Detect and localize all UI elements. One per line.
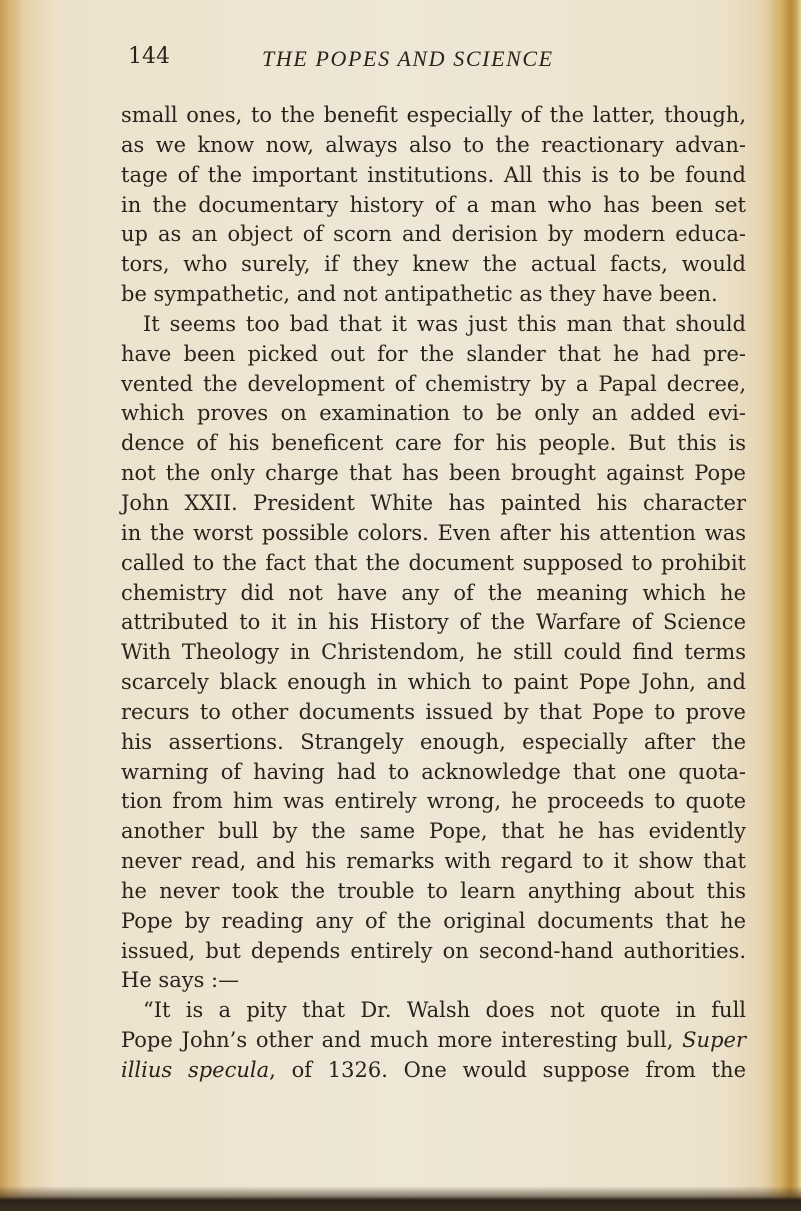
text-line: vented the development of chemistry by a Papal decree,: [121, 371, 746, 396]
text-line: in the worst possible colors. Even after his attention was: [121, 520, 746, 545]
text-line: He says :—: [121, 968, 240, 993]
text-line: up as an object of scorn and derision by modern educa-: [121, 222, 746, 247]
text-line: dence of his beneficent care for his people. But this is: [121, 431, 746, 456]
text-line: [121, 1026, 746, 1056]
text-line: warning of having had to acknowledge that one quota-: [121, 759, 746, 784]
text-line: small ones, to the benefit especially of the latter, though,: [121, 103, 746, 127]
text-line: he never took the trouble to learn anything about this: [121, 878, 746, 903]
text-line: “It is a pity that Dr. Walsh does not quote in full: [143, 998, 746, 1023]
text-line: not the only charge that has been brought against Pope: [121, 461, 746, 486]
text-line: tage of the important institutions. All this is to be found: [121, 162, 746, 187]
page-number: 144: [128, 44, 170, 69]
running-title: THE POPES AND SCIENCE: [262, 46, 554, 71]
text-run: Pope John’s other and much more interesting bull,: [121, 1028, 683, 1053]
text-line: [121, 1056, 746, 1086]
page-gutter: [0, 0, 24, 1211]
text-line: tors, who surely, if they knew the actual facts, would: [121, 252, 746, 277]
page-edge: [770, 0, 801, 1211]
text-run: , of 1326. One would suppose from the: [269, 1058, 747, 1082]
italic-title: Super: [682, 1028, 746, 1053]
text-line: his assertions. Strangely enough, especially after the: [121, 729, 746, 754]
text-line: chemistry did not have any of the meaning which he: [121, 580, 746, 605]
text-line: John XXII. President White has painted his character: [121, 490, 746, 515]
text-line: never read, and his remarks with regard to it show that: [121, 849, 746, 874]
text-line: recurs to other documents issued by that Pope to prove: [121, 699, 746, 724]
text-line: attributed to it in his History of the Warfare of Science: [121, 610, 746, 635]
text-line: It seems too bad that it was just this man that should: [143, 311, 746, 336]
text-line: another bull by the same Pope, that he has evidently: [121, 819, 746, 844]
text-line: have been picked out for the slander that he had pre-: [121, 341, 746, 366]
text-line: issued, but depends entirely on second-hand authorities.: [121, 938, 746, 963]
text-line: called to the fact that the document supposed to prohibit: [121, 550, 746, 575]
body-text: [121, 101, 746, 1086]
running-head: [0, 40, 801, 80]
text-line: be sympathetic, and not antipathetic as they have been.: [121, 282, 718, 307]
text-line: in the documentary history of a man who has been set: [121, 192, 746, 217]
text-line: With Theology in Christendom, he still could find terms: [121, 640, 746, 665]
text-line: as we know now, always also to the reactionary advan-: [121, 132, 746, 157]
italic-title: illius specula: [121, 1058, 270, 1082]
text-line: which proves on examination to be only an added evi-: [121, 401, 746, 426]
text-line: scarcely black enough in which to paint Pope John, and: [121, 670, 746, 695]
page-bottom-shadow: [0, 1186, 801, 1211]
text-line: Pope by reading any of the original documents that he: [121, 908, 746, 933]
text-line: tion from him was entirely wrong, he proceeds to quote: [121, 789, 746, 814]
